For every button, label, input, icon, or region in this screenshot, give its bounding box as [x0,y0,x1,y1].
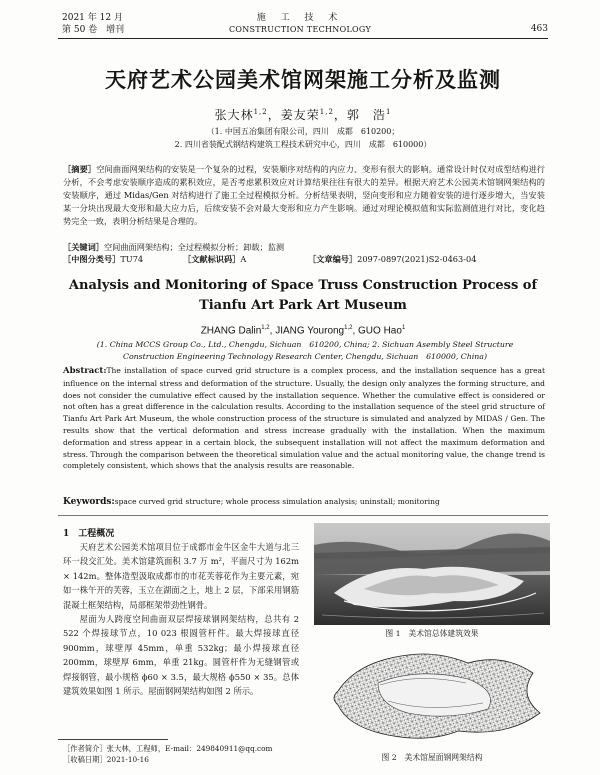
keywords-cn [63,241,545,254]
author-name: GUO Hao [358,325,402,337]
author-affiliation-mark: 1 [401,325,406,331]
running-header-left [62,12,182,36]
affiliation-cn-2: 2. 四川省装配式钢结构建筑工程技术研究中心，四川 成都 610000） [174,140,432,149]
article-number-value: 2097-0897(2021)S2-0463-04 [357,254,477,264]
footnote-received-date: ［收稿日期］2021-10-16 [63,755,149,764]
affiliation-en: (1. China MCCS Group Co., Ltd., Chengdu, Sichuan 610200, China; 2. Sichuan Asembly Steel Structure Construction Engineering Technology Research Center, Chengdu, Sichuan 610000, China) [96,340,514,361]
author-affiliation-mark: 1 [385,108,392,116]
steel-grid-roof-illustration [318,643,548,747]
figure-1-image [314,523,550,625]
author-affiliation-mark: 1,2 [344,325,353,331]
article-number-label: ［文章编号］ [308,254,358,264]
clc-code [63,254,183,265]
author-affiliation-mark: 1,2 [261,325,270,331]
abstract-cn-text: 空间曲面网架结构的安装是一个复杂的过程，安装顺序对结构的内应力、变形有很大的影响。通常设计时仅对成型结构进行分析，不会考虑安装顺序造成的累积效应，是否考虑累积效应对计算结果往往有很大的差异。根据天府艺术公园美术馆钢网架结构的安装顺序，通过 Midas/Gen 对结构进行了施工全过程模拟分析。分析结果表明，竖向变形和应力随着安装的进行逐步增大，当安装某一分块出现最大变形和最大应力后，后续安装不会对最大变形和应力产生影响。通过对理论模拟值和实际监测值进行对比，变化趋势完全一致，表明分析结果是合理的。 [63,164,545,227]
doc-code-value: A [240,254,247,264]
journal-name-en: CONSTRUCTION TECHNOLOGY [228,25,372,34]
keywords-en [63,497,545,507]
issue-date: 2021 年 12 月 [62,13,123,23]
footnote-author-bio: ［作者简介］张大林，工程师，E-mail：249840911@qq.com [63,744,273,753]
affiliation-cn-1: （1. 中国五冶集团有限公司，四川 成都 610200； [206,127,400,136]
abstract-en-text: The installation of space curved grid structure is a complex process, and the installation sequence has a great influence on the internal stress and deformation of the structure. Usually, the design only analyzes the forming structure, and does not consider the cumulative effect caused by the installation sequence. Whether the cumulative effect is considered or not often has a great difference in the calculation results. According to the installation sequence of the steel grid structure of Tianfu Art Park Art Museum, the whole construction process of the structure is simulated and analyzed by MIDAS / Gen. The results show that the vertical deformation and stress increase gradually with the installation. When the maximum deformation and stress appear in a certain block, the subsequent installation will not affect the maximum deformation and stress. Through the comparison between the theoretical simulation value and the actual monitoring value, the change trend is completely consistent, which shows that the analysis results are reasonable. [63,366,545,471]
abstract-cn-label: ［摘要］ [63,164,97,174]
classification-row [63,254,545,265]
running-header-center [200,12,400,36]
volume-info: 第 50 卷 增刊 [62,25,125,35]
author-affiliation-mark: 1,2 [319,108,334,116]
author-name: 郭 浩 [346,108,386,122]
museum-rendering-illustration [314,523,550,625]
keywords-en-label: Keywords: [63,497,115,507]
clc-label: ［中图分类号］ [63,254,121,264]
paper-title-cn: 天府艺术公园美术馆网架施工分析及监测 [105,67,501,92]
page-number: 463 [530,24,548,34]
document-code [183,254,308,265]
author-name: JIANG Yourong [275,325,345,337]
section-divider [58,515,548,516]
author-name: 姜友荣 [280,108,320,122]
keywords-en-text: space curved grid structure; whole process simulation analysis; uninstall; monitoring [114,497,440,506]
abstract-en [63,365,545,472]
figure-2-image [318,643,548,747]
body-paragraph: 天府艺术公园美术馆项目位于成都市金牛区金牛大道与北三环一段交汇处。美术馆建筑面积 3.7 万 m²，平面尺寸为 162m × 142m。整体造型汲取成都市的市花芙蓉花作为主要元素，宛如一株午开的芙蓉，玉立在湖面之上，地上 2 层，下部采用钢筋混凝土框架结构，局部框架带劲性钢骨。 [63,542,299,610]
author-list-en: ZHANG Dalin$^{1,2}$, JIANG Yourong$^{1,2}$, GUO Hao$^1$ [200,325,406,337]
body-paragraph: 屋面为人跨度空间曲面双层焊接球钢网架结构，总共有 2 522 个焊接球节点，10 023 根圆管杆件。最大焊接球直径 900mm，球壁厚 45mm，单重 532kg；最小焊接球直径 200mm，球壁厚 6mm，单重 21kg。圆管杆件为无缝钢管或焊接钢管，最小规格 ϕ60 × 3.5，最大规格 ϕ550 × 35。总体建筑效果如图 1 所示。屋面钢网架结构如图 2 所示。 [63,614,299,697]
author-name: 张大林 [214,108,254,122]
journal-name-cn: 施 工 技 术 [256,13,344,23]
figure-2-caption: 图 2 美术馆屋面钢网架结构 [381,753,483,762]
paper-title-en: Analysis and Monitoring of Space Truss Construction Process of Tianfu Art Park Art Museum [68,278,538,313]
section-heading: 1 工程概况 [63,529,115,539]
doc-code-label: ［文献标识码］ [183,254,241,264]
header-rule [58,38,548,39]
author-name: ZHANG Dalin [200,325,262,337]
abstract-en-label: Abstract: [63,366,107,376]
keywords-cn-label: ［关键词］ [63,242,104,252]
footnote-rule [58,739,168,740]
author-affiliation-mark: 1,2 [253,108,268,116]
abstract-cn [63,163,545,228]
keywords-cn-text: 空间曲面网架结构；全过程模拟分析；卸载；监测 [103,242,285,252]
clc-value: TU74 [120,254,144,264]
figure-1-caption: 图 1 美术馆总体建筑效果 [385,629,479,638]
article-number [308,254,476,265]
author-list-cn: 张大林$^{1,2}$，姜友荣$^{1,2}$，郭 浩$^1$ [214,108,392,122]
